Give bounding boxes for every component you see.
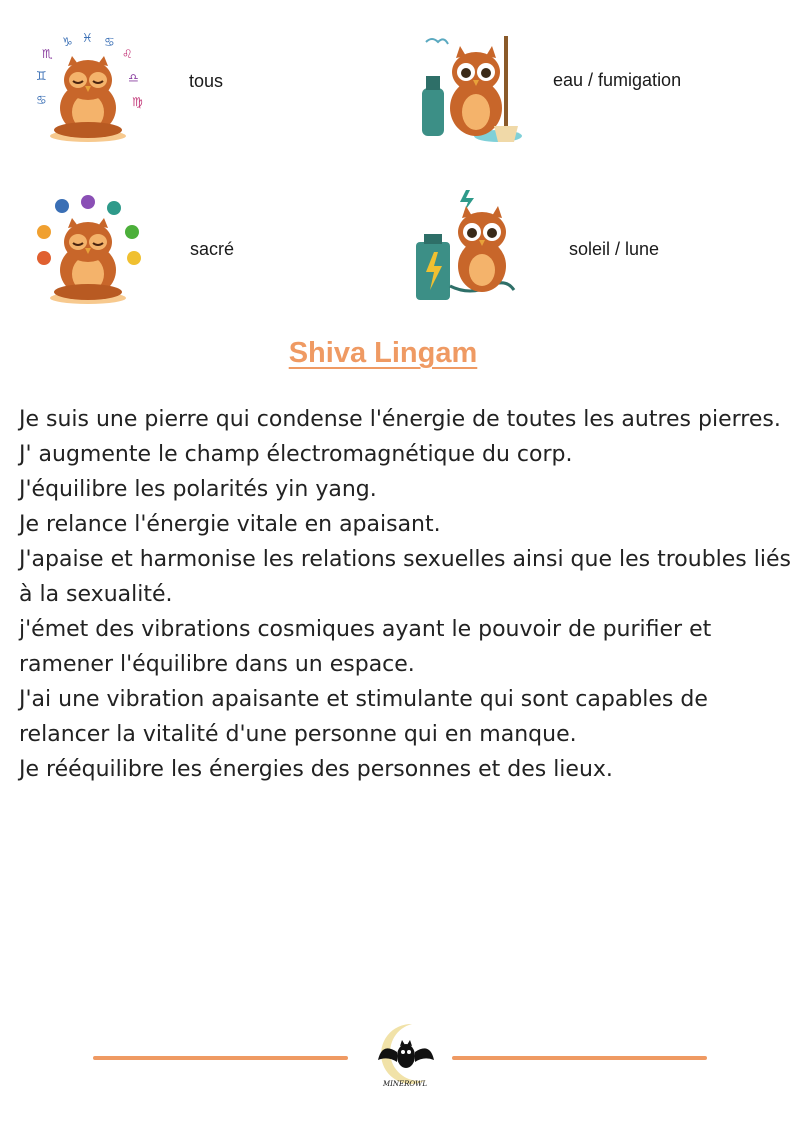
feature-label: eau / fumigation xyxy=(553,70,682,90)
description-line: J' augmente le champ électromagnétique du corp. xyxy=(19,442,573,467)
svg-text:♍: ♍ xyxy=(132,95,143,109)
page-title: Shiva Lingam xyxy=(288,337,478,369)
svg-text:♓: ♓ xyxy=(82,31,93,45)
description-list xyxy=(19,402,794,787)
svg-text:♌: ♌ xyxy=(122,47,133,61)
description-line: J'équilibre les polarités yin yang. xyxy=(19,477,377,502)
description-line: Je rééquilibre les énergies des personnes et des lieux. xyxy=(19,757,613,782)
footer-divider-right xyxy=(452,1056,707,1060)
svg-text:♊: ♊ xyxy=(36,69,47,83)
svg-text:♋: ♋ xyxy=(104,35,115,49)
svg-text:♋: ♋ xyxy=(36,93,47,107)
svg-text:♑: ♑ xyxy=(62,35,73,49)
owl-cleaning-spray-icon xyxy=(414,28,534,148)
description-line: J'ai une vibration apaisante et stimulante qui sont capables de relancer la vitalité d'une personne qui en manque. xyxy=(19,687,708,747)
description-line: Je suis une pierre qui condense l'énergie de toutes les autres pierres. xyxy=(19,407,781,432)
svg-text:♏: ♏ xyxy=(42,47,53,61)
feature-label: tous xyxy=(189,71,224,91)
logo-text: MINEROWL xyxy=(382,1080,428,1088)
brand-logo xyxy=(372,1020,438,1092)
description-line: Je relance l'énergie vitale en apaisant. xyxy=(19,512,441,537)
svg-text:♎: ♎ xyxy=(128,71,139,85)
footer-divider-left xyxy=(93,1056,348,1060)
owl-meditating-chakra-icon xyxy=(28,188,148,308)
owl-meditating-zodiac-icon xyxy=(28,28,148,148)
feature-label: sacré xyxy=(190,239,235,259)
description-line: j'émet des vibrations cosmiques ayant le pouvoir de purifier et ramener l'équilibre dans un espace. xyxy=(19,617,712,677)
description-line: J'apaise et harmonise les relations sexuelles ainsi que les troubles liés à la sexualité. xyxy=(19,547,791,607)
feature-label: soleil / lune xyxy=(569,239,660,259)
owl-charging-battery-icon xyxy=(410,186,530,306)
